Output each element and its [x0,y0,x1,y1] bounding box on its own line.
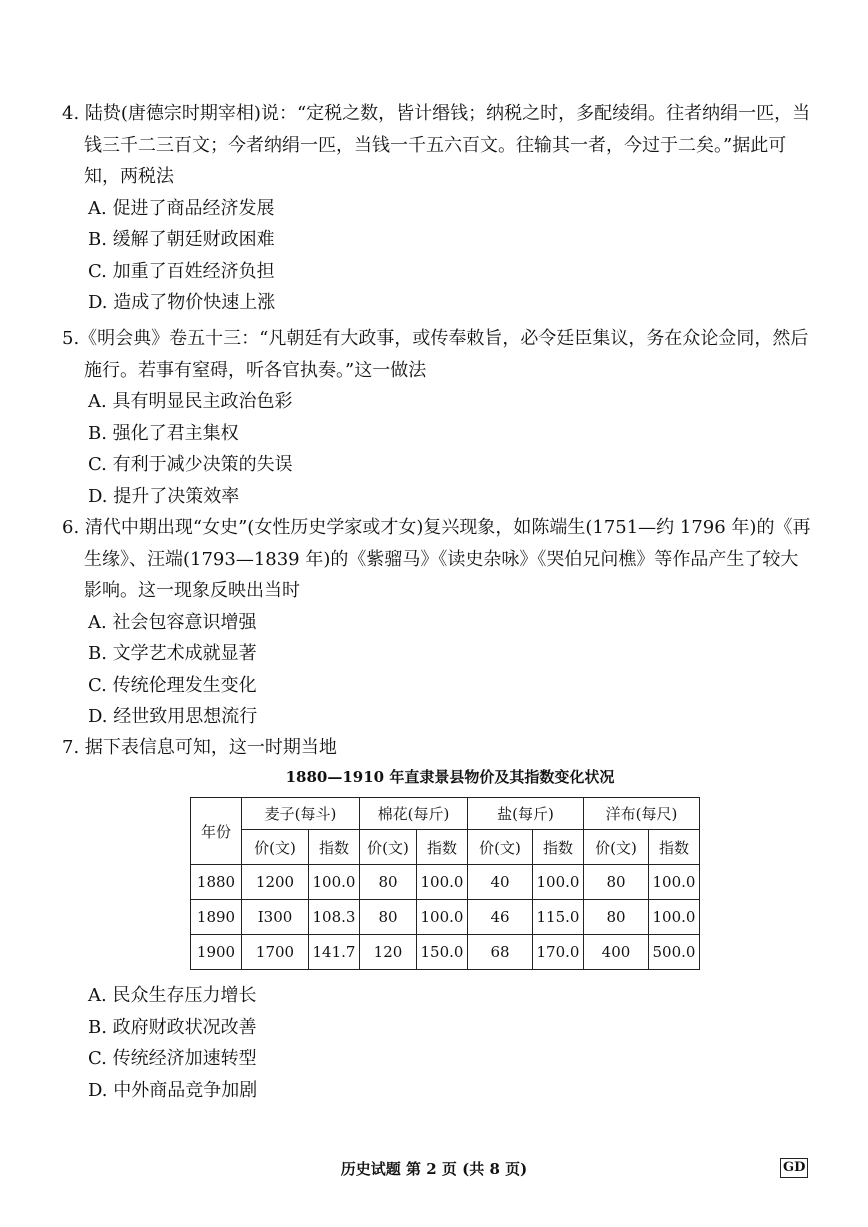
option-c: C. 传统经济加速转型 [88,1048,257,1069]
edition-mark: GD [780,1158,808,1178]
table-cell: 120 [360,935,417,970]
sub-header-price: 价(文) [584,830,649,865]
table-caption: 1880—1910 年直隶景县物价及其指数变化状况 [285,768,615,786]
sub-header-index: 指数 [417,830,468,865]
group-header-salt: 盐(每斤) [468,798,584,830]
option-a: A. 具有明显民主政治色彩 [88,391,293,412]
option-d: D. 中外商品竞争加剧 [88,1079,258,1101]
group-header-cloth: 洋布(每尺) [584,798,700,830]
price-index-table [190,797,700,970]
table-cell: 80 [584,865,649,900]
year-header: 年份 [191,798,242,865]
year-cell: 1890 [191,900,242,935]
option-d: D. 造成了物价快速上涨 [88,292,276,313]
sub-header-price: 价(文) [360,830,417,865]
page-footer: 历史试题 第 2 页 (共 8 页) [340,1160,528,1178]
table-cell: 170.0 [533,935,584,970]
table-cell: 100.0 [649,865,700,900]
table-row [191,900,700,935]
option-b: B. 政府财政状况改善 [88,1016,257,1038]
table-cell: 108.3 [309,900,360,935]
table-row [191,935,700,970]
sub-header-index: 指数 [533,830,584,865]
table-cell: 100.0 [417,900,468,935]
sub-header-price: 价(文) [242,830,309,865]
table-row [191,865,700,900]
sub-header-index: 指数 [649,830,700,865]
table-cell: 115.0 [533,900,584,935]
sub-header-index: 指数 [309,830,360,865]
table-cell: 141.7 [309,935,360,970]
table-cell: 100.0 [309,865,360,900]
option-c: C. 有利于减少决策的失误 [88,454,293,475]
sub-header-price: 价(文) [468,830,533,865]
table-cell: 100.0 [649,900,700,935]
question-7 [62,732,812,764]
option-b: B. 强化了君主集权 [88,422,239,444]
table-cell: 1700 [242,935,309,970]
question-stem: 4. 陆贽(唐德宗时期宰相)说：“定税之数，皆计缗钱；纳税之时，多配绫绢。往者纳绢一匹，当钱三千二三百文；今者纳绢一匹，当钱一千五六百文。往输其一者，今过于二矣。”据此可知，两税法 [62,103,811,187]
table-cell: 40 [468,865,533,900]
option-d: D. 经世致用思想流行 [88,706,258,727]
question-5 [62,323,812,512]
group-header-cotton: 棉花(每斤) [360,798,468,830]
option-c: C. 加重了百姓经济负担 [88,260,275,282]
table-cell: 150.0 [417,935,468,970]
table-cell: 100.0 [417,865,468,900]
option-b: B. 文学艺术成就显著 [88,643,257,664]
question-stem: 7. 据下表信息可知，这一时期当地 [62,737,337,758]
option-c: C. 传统伦理发生变化 [88,674,257,696]
option-a: A. 民众生存压力增长 [88,985,257,1006]
question-stem: 6. 清代中期出现“女史”(女性历史学家或才女)复兴现象，如陈端生(1751—约 1796 年)的《再生缘》、汪端(1793—1839 年)的《紫骝马》《读史杂咏》《哭伯兄问樵》等作品产生了较大影响。这一现象反映出当时 [62,517,811,601]
table-cell: 68 [468,935,533,970]
table-cell: 400 [584,935,649,970]
year-cell: 1900 [191,935,242,970]
table-cell: 46 [468,900,533,935]
table-cell: 80 [584,900,649,935]
table-cell: 1200 [242,865,309,900]
option-b: B. 缓解了朝廷财政困难 [88,229,275,250]
table-cell: 80 [360,865,417,900]
question-6 [62,512,812,733]
question-4 [62,98,812,319]
option-a: A. 社会包容意识增强 [88,611,257,633]
question-7-options [62,980,812,1106]
option-d: D. 提升了决策效率 [88,485,240,507]
table-cell: 80 [360,900,417,935]
table-cell: I300 [242,900,309,935]
group-header-wheat: 麦子(每斗) [242,798,360,830]
table-cell: 500.0 [649,935,700,970]
year-cell: 1880 [191,865,242,900]
table-cell: 100.0 [533,865,584,900]
option-a: A. 促进了商品经济发展 [88,197,275,219]
question-stem: 5.《明会典》卷五十三：“凡朝廷有大政事，或传奉敕旨，必令廷臣集议，务在众论佥同，然后施行。若事有窒碍，听各官执奏。”这一做法 [62,328,809,381]
